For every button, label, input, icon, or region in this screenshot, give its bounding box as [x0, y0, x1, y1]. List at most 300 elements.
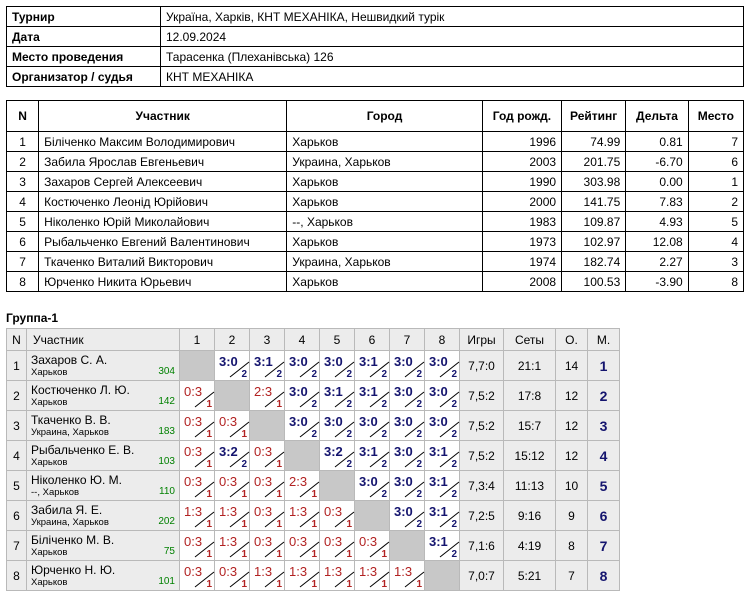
info-value: КНТ МЕХАНІКА: [161, 67, 744, 87]
row-number: 2: [7, 152, 39, 172]
match-points: 1: [346, 579, 352, 590]
row-number: 3: [7, 172, 39, 192]
match-points: 1: [311, 549, 317, 560]
cross-column-header: 8: [425, 329, 460, 351]
match-score: 3:2: [219, 444, 238, 459]
birth-year: 2000: [482, 192, 561, 212]
group-title: Группа-1: [6, 311, 59, 325]
match-result-cell: [390, 351, 425, 381]
match-points: 2: [451, 489, 457, 500]
table-row: [7, 411, 620, 441]
cross-column-header: Участник: [27, 329, 180, 351]
match-points: 1: [381, 579, 387, 590]
diagonal-slash-icon: [264, 541, 286, 558]
table-row: [7, 471, 620, 501]
match-points: 2: [416, 489, 422, 500]
info-value: Україна, Харків, КНТ МЕХАНІКА, Нешвидкий турік: [161, 7, 744, 27]
match-result-cell: [425, 471, 460, 501]
games-total: 7,3:4: [460, 471, 504, 501]
participant-city: Харьков: [287, 232, 482, 252]
place: 3: [688, 252, 743, 272]
match-points: 2: [416, 399, 422, 410]
participant-city: Харьков: [287, 272, 482, 292]
participant-name: Юрченко Никита Юрьевич: [39, 272, 287, 292]
match-points: 1: [206, 459, 212, 470]
match-score: 1:3: [324, 564, 343, 579]
match-points: 1: [206, 489, 212, 500]
match-score: 0:3: [184, 384, 203, 399]
player-city: --, Харьков: [31, 487, 80, 498]
row-number: 7: [7, 252, 39, 272]
match-points: 1: [381, 549, 387, 560]
info-row: [7, 7, 744, 27]
participants-table: [6, 100, 744, 292]
score-total: 12: [556, 381, 588, 411]
match-result-cell: [285, 561, 320, 591]
match-points: 2: [451, 459, 457, 470]
final-place: 2: [588, 381, 620, 411]
player-rating: 202: [158, 516, 175, 527]
table-row: [7, 152, 744, 172]
participant-city: Харьков: [287, 172, 482, 192]
diagonal-slash-icon: [194, 481, 216, 498]
cross-column-header: 1: [180, 329, 215, 351]
diagonal-slash-icon: [369, 451, 391, 468]
match-points: 2: [346, 459, 352, 470]
player-cell: [27, 501, 180, 531]
diagonal-slash-icon: [369, 361, 391, 378]
match-result-cell: [285, 471, 320, 501]
match-score: 3:0: [324, 414, 343, 429]
place: 8: [688, 272, 743, 292]
match-points: 1: [241, 579, 247, 590]
diagonal-slash-icon: [439, 421, 461, 438]
match-points: 2: [346, 399, 352, 410]
match-score: 3:2: [324, 444, 343, 459]
match-result-cell: [425, 411, 460, 441]
match-result-cell: [180, 381, 215, 411]
match-result-cell: [285, 351, 320, 381]
match-result-cell: [355, 471, 390, 501]
group-cross-table: [6, 328, 620, 591]
match-points: 1: [206, 429, 212, 440]
diagonal-slash-icon: [369, 481, 391, 498]
match-result-cell: [180, 531, 215, 561]
diagonal-slash-icon: [299, 391, 321, 408]
match-result-cell: [180, 471, 215, 501]
match-result-cell: [320, 501, 355, 531]
player-rating: 304: [158, 366, 175, 377]
delta: 7.83: [626, 192, 688, 212]
final-place: 4: [588, 441, 620, 471]
match-result-cell: [425, 441, 460, 471]
match-result-cell: [250, 441, 285, 471]
player-name: Рыбальченко Е. В.: [31, 443, 135, 457]
match-points: 1: [276, 459, 282, 470]
birth-year: 1983: [482, 212, 561, 232]
sets-total: 21:1: [504, 351, 556, 381]
match-points: 1: [416, 579, 422, 590]
birth-year: 1990: [482, 172, 561, 192]
match-points: 2: [241, 459, 247, 470]
table-row: [7, 132, 744, 152]
diagonal-slash-icon: [264, 481, 286, 498]
games-total: 7,0:7: [460, 561, 504, 591]
row-number: 8: [7, 561, 27, 591]
diagonal-slash-icon: [264, 391, 286, 408]
diagonal-cell: [250, 411, 285, 441]
score-total: 14: [556, 351, 588, 381]
sets-total: 9:16: [504, 501, 556, 531]
match-result-cell: [320, 561, 355, 591]
cross-column-header: 7: [390, 329, 425, 351]
participant-city: Харьков: [287, 132, 482, 152]
match-points: 1: [241, 429, 247, 440]
match-result-cell: [355, 351, 390, 381]
player-rating: 110: [159, 486, 175, 497]
match-score: 3:0: [289, 354, 308, 369]
score-total: 12: [556, 411, 588, 441]
match-result-cell: [425, 381, 460, 411]
player-cell: [27, 561, 180, 591]
match-score: 1:3: [184, 504, 203, 519]
match-score: 3:1: [324, 384, 343, 399]
match-score: 3:0: [289, 414, 308, 429]
match-result-cell: [285, 381, 320, 411]
match-score: 3:0: [394, 504, 413, 519]
table-row: [7, 172, 744, 192]
match-points: 2: [381, 429, 387, 440]
cross-column-header: N: [7, 329, 27, 351]
match-score: 0:3: [254, 474, 273, 489]
diagonal-slash-icon: [369, 571, 391, 588]
table-row: [7, 501, 620, 531]
match-score: 3:1: [429, 474, 448, 489]
participant-city: Украина, Харьков: [287, 152, 482, 172]
rating: 201.75: [562, 152, 626, 172]
diagonal-slash-icon: [264, 361, 286, 378]
birth-year: 1996: [482, 132, 561, 152]
birth-year: 2003: [482, 152, 561, 172]
diagonal-slash-icon: [229, 481, 251, 498]
match-points: 1: [346, 519, 352, 530]
player-city: Украина, Харьков: [31, 517, 109, 528]
match-points: 1: [311, 579, 317, 590]
diagonal-slash-icon: [229, 511, 251, 528]
match-points: 1: [206, 549, 212, 560]
match-score: 3:0: [289, 384, 308, 399]
match-score: 3:1: [254, 354, 273, 369]
row-number: 5: [7, 212, 39, 232]
match-result-cell: [320, 441, 355, 471]
match-points: 2: [416, 519, 422, 530]
match-score: 3:0: [429, 414, 448, 429]
match-points: 2: [311, 399, 317, 410]
diagonal-slash-icon: [229, 421, 251, 438]
match-score: 3:0: [429, 354, 448, 369]
final-place: 8: [588, 561, 620, 591]
match-score: 1:3: [289, 504, 308, 519]
match-score: 0:3: [184, 444, 203, 459]
player-name: Костюченко Л. Ю.: [31, 383, 130, 397]
diagonal-cell: [320, 471, 355, 501]
match-points: 2: [311, 369, 317, 380]
match-points: 1: [276, 399, 282, 410]
match-result-cell: [390, 441, 425, 471]
table-row: [7, 212, 744, 232]
diagonal-slash-icon: [334, 421, 356, 438]
player-name: Захаров С. А.: [31, 353, 108, 367]
table-row: [7, 252, 744, 272]
match-result-cell: [180, 441, 215, 471]
diagonal-slash-icon: [404, 481, 426, 498]
match-score: 0:3: [254, 504, 273, 519]
diagonal-slash-icon: [439, 511, 461, 528]
rating: 100.53: [562, 272, 626, 292]
match-result-cell: [250, 531, 285, 561]
match-points: 1: [276, 489, 282, 500]
participant-city: --, Харьков: [287, 212, 482, 232]
match-result-cell: [320, 531, 355, 561]
player-cell: [27, 441, 180, 471]
participant-name: Рыбальченко Евгений Валентинович: [39, 232, 287, 252]
participant-city: Украина, Харьков: [287, 252, 482, 272]
match-result-cell: [285, 531, 320, 561]
match-score: 0:3: [254, 534, 273, 549]
cross-table-header-row: [7, 329, 620, 351]
match-result-cell: [425, 351, 460, 381]
sets-total: 5:21: [504, 561, 556, 591]
row-number: 6: [7, 501, 27, 531]
match-result-cell: [250, 471, 285, 501]
diagonal-slash-icon: [299, 571, 321, 588]
match-result-cell: [180, 411, 215, 441]
match-result-cell: [250, 381, 285, 411]
rating: 141.75: [562, 192, 626, 212]
match-points: 1: [276, 549, 282, 560]
match-result-cell: [215, 471, 250, 501]
participant-name: Костюченко Леонід Юрійович: [39, 192, 287, 212]
match-points: 2: [381, 489, 387, 500]
participants-header-row: [7, 101, 744, 132]
match-points: 2: [451, 399, 457, 410]
diagonal-slash-icon: [299, 541, 321, 558]
cross-column-header: Игры: [460, 329, 504, 351]
match-points: 1: [346, 549, 352, 560]
info-row: [7, 27, 744, 47]
match-result-cell: [250, 351, 285, 381]
rating: 182.74: [562, 252, 626, 272]
player-rating: 103: [158, 456, 175, 467]
score-total: 7: [556, 561, 588, 591]
sets-total: 15:7: [504, 411, 556, 441]
participants-column-header: Город: [287, 101, 482, 132]
delta: 12.08: [626, 232, 688, 252]
match-result-cell: [355, 411, 390, 441]
player-name: Ніколенко Ю. М.: [31, 473, 122, 487]
match-points: 2: [451, 369, 457, 380]
match-result-cell: [215, 441, 250, 471]
table-row: [7, 381, 620, 411]
birth-year: 1973: [482, 232, 561, 252]
match-points: 2: [416, 369, 422, 380]
games-total: 7,7:0: [460, 351, 504, 381]
diagonal-slash-icon: [299, 361, 321, 378]
delta: -3.90: [626, 272, 688, 292]
diagonal-slash-icon: [334, 571, 356, 588]
match-result-cell: [250, 561, 285, 591]
match-result-cell: [285, 411, 320, 441]
match-score: 3:0: [359, 414, 378, 429]
match-score: 0:3: [184, 414, 203, 429]
match-score: 3:1: [429, 504, 448, 519]
match-points: 2: [241, 369, 247, 380]
diagonal-slash-icon: [229, 361, 251, 378]
match-points: 2: [276, 369, 282, 380]
player-city: Харьков: [31, 367, 68, 378]
place: 5: [688, 212, 743, 232]
player-city: Харьков: [31, 397, 68, 408]
match-result-cell: [320, 411, 355, 441]
delta: -6.70: [626, 152, 688, 172]
participants-column-header: Дельта: [626, 101, 688, 132]
match-result-cell: [390, 381, 425, 411]
diagonal-slash-icon: [264, 451, 286, 468]
cross-column-header: 4: [285, 329, 320, 351]
diagonal-slash-icon: [439, 451, 461, 468]
match-score: 0:3: [289, 534, 308, 549]
diagonal-slash-icon: [229, 541, 251, 558]
match-result-cell: [180, 561, 215, 591]
rating: 74.99: [562, 132, 626, 152]
match-points: 1: [311, 489, 317, 500]
final-place: 7: [588, 531, 620, 561]
match-result-cell: [215, 501, 250, 531]
place: 2: [688, 192, 743, 212]
player-name: Забила Я. Е.: [31, 503, 103, 517]
participant-city: Харьков: [287, 192, 482, 212]
participants-column-header: Участник: [39, 101, 287, 132]
player-rating: 101: [158, 576, 175, 587]
match-points: 1: [241, 549, 247, 560]
row-number: 1: [7, 132, 39, 152]
diagonal-slash-icon: [369, 391, 391, 408]
player-city: Харьков: [31, 457, 68, 468]
player-city: Харьков: [31, 547, 68, 558]
diagonal-slash-icon: [194, 511, 216, 528]
participant-name: Ткаченко Виталий Викторович: [39, 252, 287, 272]
delta: 2.27: [626, 252, 688, 272]
participant-name: Захаров Сергей Алексеевич: [39, 172, 287, 192]
match-score: 0:3: [184, 564, 203, 579]
player-cell: [27, 351, 180, 381]
info-label: Дата: [7, 27, 161, 47]
diagonal-cell: [215, 381, 250, 411]
diagonal-slash-icon: [404, 361, 426, 378]
match-points: 2: [416, 429, 422, 440]
cross-column-header: 2: [215, 329, 250, 351]
match-score: 0:3: [359, 534, 378, 549]
player-cell: [27, 411, 180, 441]
match-points: 2: [451, 429, 457, 440]
score-total: 12: [556, 441, 588, 471]
match-result-cell: [425, 531, 460, 561]
row-number: 7: [7, 531, 27, 561]
final-place: 6: [588, 501, 620, 531]
diagonal-slash-icon: [334, 511, 356, 528]
diagonal-slash-icon: [404, 451, 426, 468]
match-points: 2: [346, 369, 352, 380]
games-total: 7,1:6: [460, 531, 504, 561]
diagonal-slash-icon: [194, 391, 216, 408]
match-result-cell: [390, 471, 425, 501]
match-score: 2:3: [289, 474, 308, 489]
match-score: 3:1: [359, 384, 378, 399]
match-points: 1: [206, 519, 212, 530]
match-score: 3:0: [359, 474, 378, 489]
diagonal-slash-icon: [194, 571, 216, 588]
match-result-cell: [355, 531, 390, 561]
player-cell: [27, 381, 180, 411]
match-score: 3:0: [429, 384, 448, 399]
match-points: 1: [276, 579, 282, 590]
match-result-cell: [180, 501, 215, 531]
player-cell: [27, 471, 180, 501]
diagonal-slash-icon: [334, 541, 356, 558]
birth-year: 2008: [482, 272, 561, 292]
match-points: 2: [311, 429, 317, 440]
match-score: 1:3: [394, 564, 413, 579]
match-points: 2: [451, 549, 457, 560]
diagonal-slash-icon: [439, 361, 461, 378]
player-city: Украина, Харьков: [31, 427, 109, 438]
match-score: 3:0: [394, 384, 413, 399]
sets-total: 4:19: [504, 531, 556, 561]
diagonal-slash-icon: [404, 391, 426, 408]
player-rating: 75: [163, 546, 175, 557]
sets-total: 15:12: [504, 441, 556, 471]
participant-name: Забила Ярослав Евгеньевич: [39, 152, 287, 172]
match-points: 2: [381, 459, 387, 470]
match-result-cell: [320, 381, 355, 411]
diagonal-slash-icon: [439, 391, 461, 408]
participants-column-header: Рейтинг: [562, 101, 626, 132]
player-cell: [27, 531, 180, 561]
participants-column-header: Место: [688, 101, 743, 132]
match-result-cell: [390, 561, 425, 591]
final-place: 5: [588, 471, 620, 501]
match-points: 1: [241, 519, 247, 530]
table-row: [7, 272, 744, 292]
table-row: [7, 561, 620, 591]
diagonal-slash-icon: [264, 511, 286, 528]
participant-name: Ніколенко Юрій Миколайович: [39, 212, 287, 232]
match-result-cell: [390, 411, 425, 441]
match-score: 3:0: [219, 354, 238, 369]
rating: 102.97: [562, 232, 626, 252]
player-city: Харьков: [31, 577, 68, 588]
place: 7: [688, 132, 743, 152]
cross-column-header: Сеты: [504, 329, 556, 351]
diagonal-slash-icon: [439, 541, 461, 558]
player-name: Ткаченко В. В.: [31, 413, 111, 427]
table-row: [7, 192, 744, 212]
match-points: 2: [346, 429, 352, 440]
info-value: 12.09.2024: [161, 27, 744, 47]
match-result-cell: [215, 351, 250, 381]
delta: 0.81: [626, 132, 688, 152]
table-row: [7, 232, 744, 252]
